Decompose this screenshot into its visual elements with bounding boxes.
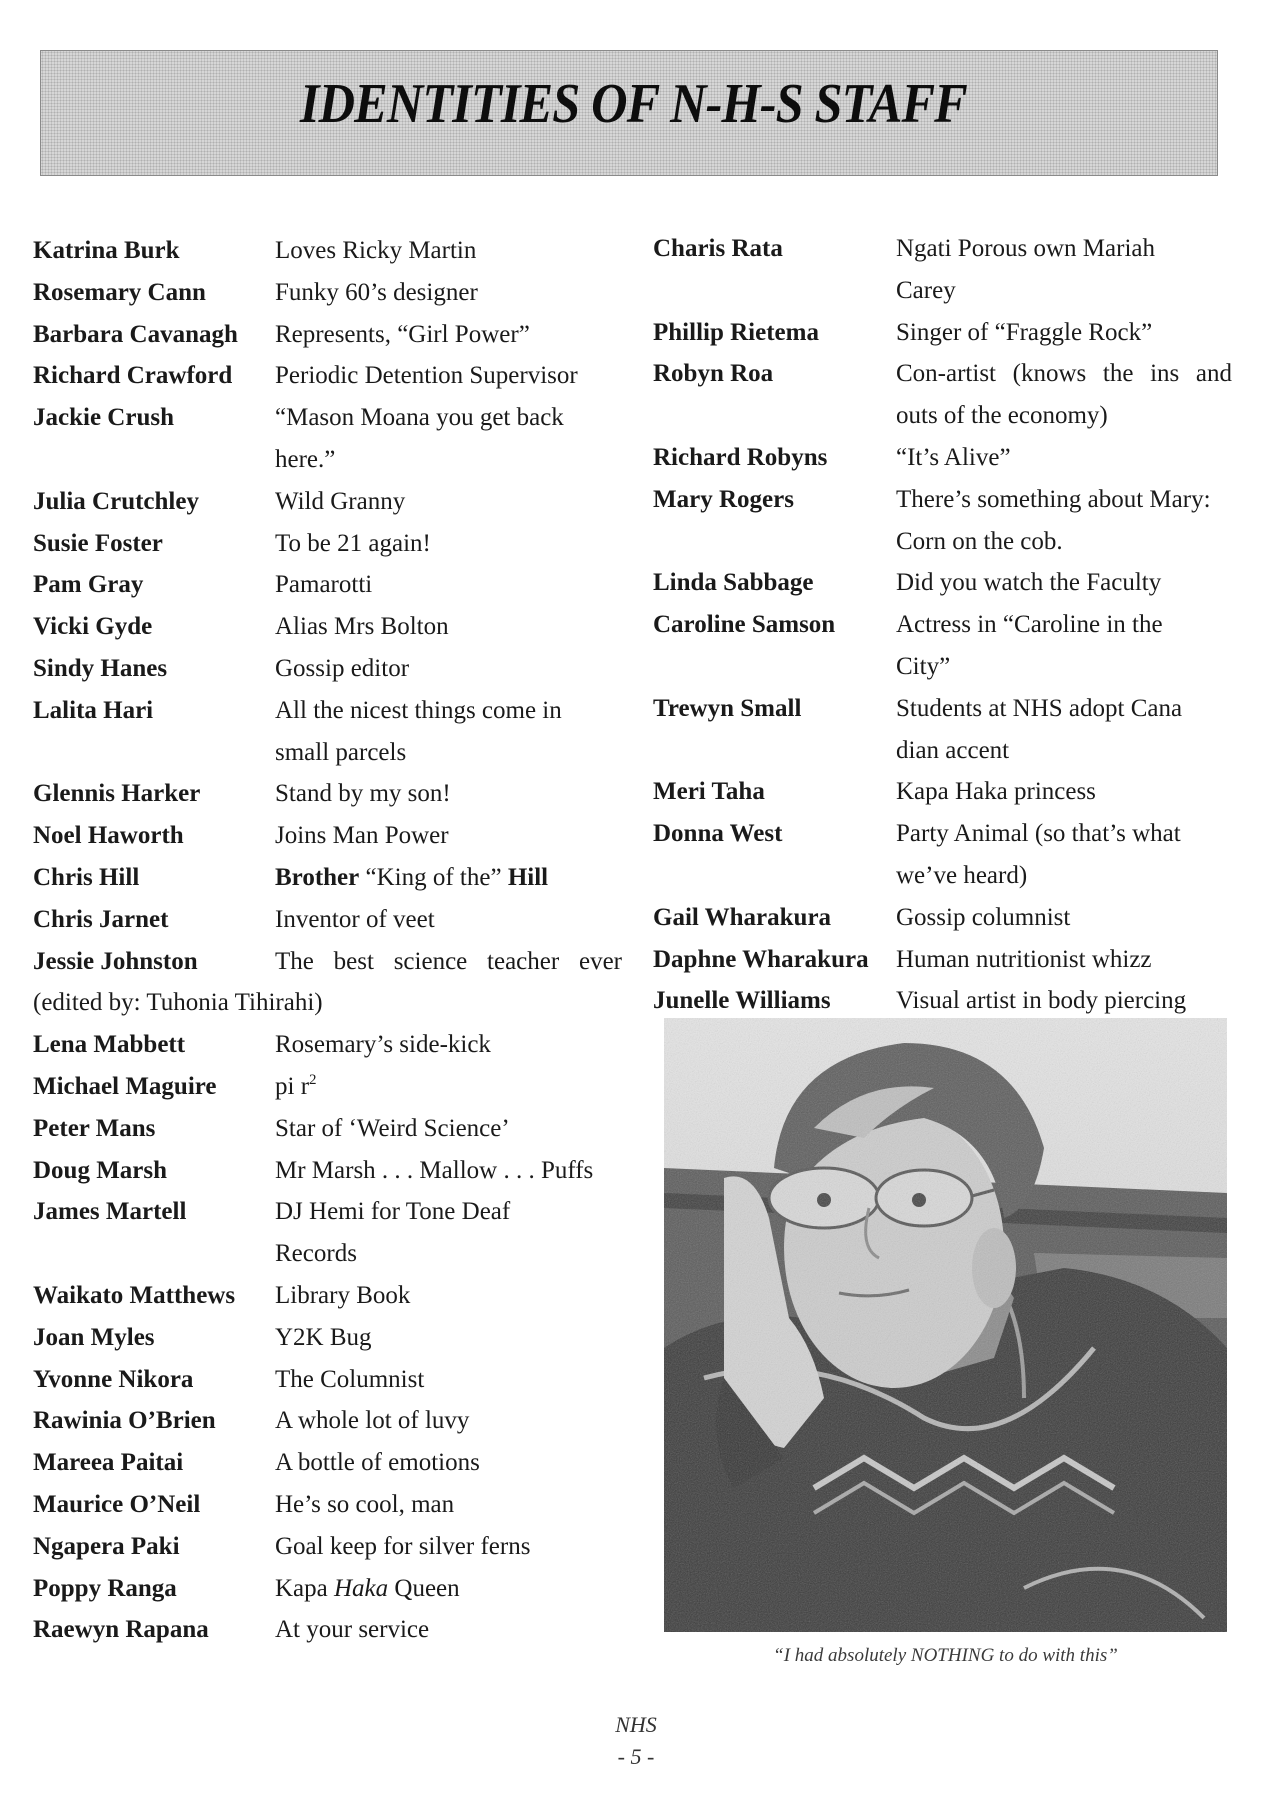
staff-name: Meri Taha — [653, 778, 765, 806]
staff-name: Mary Rogers — [653, 485, 794, 513]
staff-entry — [0, 437, 1272, 479]
staff-name: Lena Mabbett — [33, 1031, 186, 1059]
staff-identity: Stand by my son! — [275, 780, 451, 808]
staff-entry — [0, 648, 1272, 690]
staff-name: Rosemary Cann — [33, 278, 206, 306]
staff-identity: Visual artist in body piercing — [896, 987, 1187, 1015]
staff-identity: Students at NHS adopt Cana — [896, 694, 1183, 722]
footer-publication: NHS — [615, 1712, 657, 1737]
staff-identity: Con-artist (knows the ins and — [896, 360, 1232, 388]
staff-identity: Periodic Detention Supervisor — [275, 362, 578, 390]
staff-name: Sindy Hanes — [33, 655, 168, 682]
staff-identity-continued: Corn on the cob. — [896, 527, 1063, 555]
identity-fragment: Kapa — [275, 1574, 334, 1602]
staff-identity-continued: Carey — [896, 276, 956, 304]
staff-identity: He’s so cool, man — [275, 1491, 455, 1518]
staff-identity: Inventor of veet — [275, 905, 435, 933]
staff-name: Robyn Roa — [653, 360, 774, 388]
staff-identity: “Mason Moana you get back — [275, 404, 564, 432]
staff-identity: The Columnist — [275, 1365, 425, 1393]
staff-identity: All the nicest things come in — [275, 696, 562, 724]
staff-identity: DJ Hemi for Tone Deaf — [275, 1198, 511, 1226]
staff-name: Glennis Harker — [33, 780, 201, 808]
identity-fragment: Haka — [334, 1574, 389, 1602]
staff-name: Barbara Cavanagh — [33, 320, 238, 348]
staff-identity: At your service — [275, 1616, 430, 1644]
staff-name: Trewyn Small — [653, 694, 802, 722]
staff-identity: Did you watch the Faculty — [896, 569, 1162, 597]
staff-identity: Singer of “Fraggle Rock” — [896, 318, 1153, 346]
staff-name: Maurice O’Neil — [33, 1491, 201, 1518]
staff-identity — [275, 1568, 460, 1610]
staff-identity: The best science teacher ever — [275, 947, 622, 975]
staff-name: Ngapera Paki — [33, 1532, 180, 1560]
staff-identity: Human nutritionist whizz — [896, 945, 1152, 973]
staff-entry — [0, 771, 1272, 813]
staff-entry — [0, 562, 1272, 604]
staff-identity: “It’s Alive” — [896, 444, 1011, 471]
staff-identity: pi $r^2$ — [275, 1072, 317, 1100]
staff-identity: Funky 60’s designer — [275, 278, 478, 306]
staff-identity-continued: we’ve heard) — [896, 861, 1028, 889]
staff-name: Chris Hill — [33, 864, 140, 891]
staff-identity: Pamarotti — [275, 571, 373, 599]
staff-name: Phillip Rietema — [653, 318, 819, 346]
footer-page-number: - 5 - — [617, 1744, 655, 1769]
staff-name: Peter Mans — [33, 1114, 156, 1142]
staff-name: Linda Sabbage — [653, 569, 814, 597]
staff-name: Yvonne Nikora — [33, 1365, 194, 1393]
staff-identity-continued: small parcels — [275, 738, 407, 766]
staff-name: Waikato Matthews — [33, 1282, 236, 1309]
staff-identity: Kapa Haka princess — [896, 778, 1096, 806]
staff-name: Susie Foster — [33, 529, 163, 557]
staff-name: Caroline Samson — [653, 611, 836, 639]
staff-name: Jessie Johnston — [33, 947, 198, 975]
staff-name: Charis Rata — [653, 235, 783, 262]
staff-photo — [664, 1018, 1227, 1632]
staff-identity-continued: dian accent — [896, 736, 1010, 764]
staff-identity: A bottle of emotions — [275, 1449, 480, 1477]
staff-identity: Rosemary’s side-kick — [275, 1031, 491, 1059]
identity-fragment: Brother — [275, 864, 360, 891]
superscript-two: 2 — [309, 1072, 317, 1088]
staff-name: Junelle Williams — [653, 987, 831, 1015]
staff-name: Richard Crawford — [33, 362, 233, 390]
staff-name: Vicki Gyde — [33, 613, 153, 641]
title-banner — [40, 50, 1218, 176]
staff-name: James Martell — [33, 1198, 187, 1226]
staff-name: Noel Haworth — [33, 822, 184, 850]
staff-identity: Gossip columnist — [896, 903, 1071, 931]
identity-fragment: Queen — [388, 1574, 460, 1602]
staff-entry — [0, 980, 1272, 1022]
staff-entry — [0, 857, 1272, 899]
staff-identity: Represents, “Girl Power” — [275, 320, 530, 348]
staff-name: Julia Crutchley — [33, 487, 199, 515]
staff-entry — [0, 939, 1272, 981]
staff-name: Pam Gray — [33, 571, 144, 599]
staff-name: Daphne Wharakura — [653, 945, 869, 973]
identity-fragment: Hill — [507, 864, 549, 891]
staff-identity: Party Animal (so that’s what — [896, 820, 1181, 848]
photo-caption: “I had absolutely NOTHING to do with this” — [773, 1645, 1118, 1666]
staff-identity: Ngati Porous own Mariah — [896, 235, 1155, 262]
staff-name: Richard Robyns — [653, 444, 828, 471]
staff-identity: Star of ‘Weird Science’ — [275, 1114, 510, 1142]
staff-name: Doug Marsh — [33, 1156, 168, 1184]
staff-identity — [275, 857, 548, 899]
staff-entry — [0, 312, 1272, 354]
staff-identity: Y2K Bug — [275, 1323, 372, 1351]
staff-entry — [0, 272, 1272, 314]
staff-identity: Wild Granny — [275, 487, 406, 515]
staff-name: Jackie Crush — [33, 404, 174, 432]
staff-identity-continued: City” — [896, 652, 951, 680]
identity-fragment: “King of the” — [359, 864, 508, 891]
portrait-photo-image — [664, 1018, 1227, 1632]
staff-name: Rawinia O’Brien — [33, 1407, 216, 1435]
staff-name: Raewyn Rapana — [33, 1616, 209, 1644]
staff-identity: To be 21 again! — [275, 529, 431, 557]
staff-identity: Alias Mrs Bolton — [275, 613, 449, 641]
staff-entry — [0, 897, 1272, 939]
page-title: IDENTITIES OF N-H-S STAFF — [299, 73, 967, 135]
staff-name: Donna West — [653, 820, 783, 848]
staff-name: Poppy Ranga — [33, 1574, 177, 1602]
staff-name: Michael Maguire — [33, 1073, 217, 1100]
staff-entry — [0, 523, 1272, 565]
staff-identity: Actress in “Caroline in the — [896, 611, 1163, 639]
staff-identity-continued: Records — [275, 1240, 357, 1268]
staff-identity: There’s something about Mary: — [896, 485, 1211, 513]
staff-identity: Library Book — [275, 1282, 411, 1309]
staff-name: Chris Jarnet — [33, 905, 169, 933]
staff-name: Joan Myles — [33, 1323, 155, 1351]
staff-identity: Loves Ricky Martin — [275, 237, 477, 264]
staff-identity: Joins Man Power — [275, 822, 449, 850]
staff-identity-continued: here.” — [275, 445, 336, 473]
staff-identity: A whole lot of luvy — [275, 1407, 470, 1435]
staff-identity: Gossip editor — [275, 655, 410, 682]
staff-identity-continued: outs of the economy) — [896, 402, 1108, 430]
staff-name: Mareea Paitai — [33, 1449, 184, 1477]
staff-identity: Mr Marsh . . . Mallow . . . Puffs — [275, 1156, 594, 1184]
staff-name: Lalita Hari — [33, 696, 154, 724]
editor-credit: (edited by: Tuhonia Tihirahi) — [33, 989, 323, 1017]
staff-identity: Goal keep for silver ferns — [275, 1532, 531, 1560]
staff-name: Katrina Burk — [33, 237, 180, 264]
staff-name: Gail Wharakura — [653, 903, 832, 931]
